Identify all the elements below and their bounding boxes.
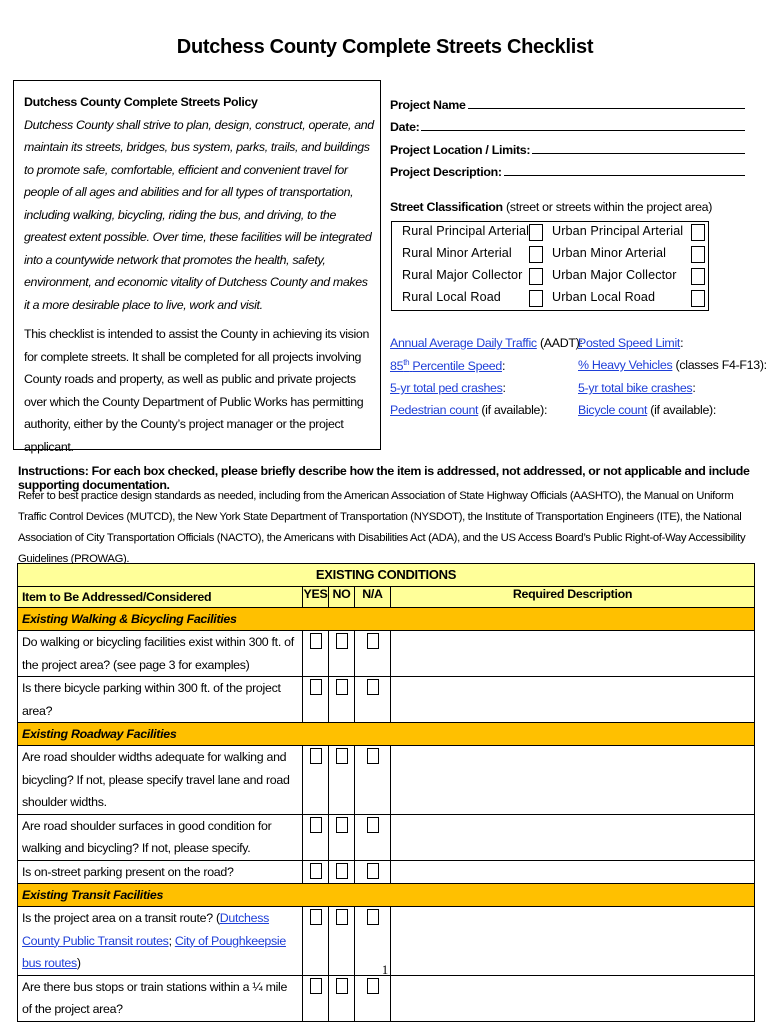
col-yes-header: YES — [303, 587, 329, 608]
na-checkbox[interactable] — [367, 748, 379, 764]
project-name-field[interactable] — [468, 108, 745, 109]
bike-crashes-suffix: : — [692, 381, 696, 395]
question-text: Are there bus stops or train stations within a ¼ mile of the project area? — [18, 975, 303, 1021]
description-field[interactable] — [504, 175, 745, 176]
col-desc-header: Required Description — [391, 587, 755, 608]
date-row[interactable] — [390, 112, 745, 135]
col-item-header: Item to Be Addressed/Considered — [18, 587, 303, 608]
yes-cell[interactable] — [303, 746, 329, 815]
urban-local-road-checkbox[interactable] — [691, 290, 705, 307]
ped-crashes-link[interactable]: 5-yr total ped crashes — [390, 381, 503, 395]
q6-text-b: ) — [76, 956, 81, 970]
yes-checkbox[interactable] — [310, 633, 322, 649]
table-row — [18, 677, 755, 723]
urban-minor-arterial-checkbox[interactable] — [691, 246, 705, 263]
col-na-header: N/A — [355, 587, 391, 608]
policy-text — [24, 91, 374, 458]
street-classification-label: Street Classification — [390, 200, 503, 214]
group-walking: Existing Walking & Bicycling Facilities — [18, 608, 755, 631]
heavy-vehicles-suffix: (classes F4-F13): — [675, 358, 767, 372]
rural-major-collector: Rural Major Collector — [402, 268, 523, 282]
dutchess-transit-routes-link[interactable]: Dutchess County Public Transit routes — [22, 911, 270, 948]
question-text: Do walking or bicycling facilities exist within 300 ft. of the project area? (see page 3 for examples) — [18, 631, 303, 677]
col-no-header: NO — [329, 587, 355, 608]
table-column-header — [18, 587, 755, 608]
no-checkbox[interactable] — [336, 863, 348, 879]
urban-principal-arterial-checkbox[interactable] — [691, 224, 705, 241]
urban-local-road: Urban Local Road — [552, 290, 656, 304]
q6-text-a: Is the project area on a transit route? ( — [22, 911, 220, 925]
description-cell[interactable] — [391, 975, 755, 1021]
speed85-link[interactable] — [390, 359, 502, 373]
posted-speed-link[interactable]: Posted Speed Limit — [578, 336, 681, 350]
na-checkbox[interactable] — [367, 978, 379, 994]
date-field[interactable] — [421, 130, 745, 131]
yes-checkbox[interactable] — [310, 748, 322, 764]
no-cell[interactable] — [329, 860, 355, 884]
description-label: Project Description: — [390, 165, 502, 179]
location-label: Project Location / Limits: — [390, 142, 531, 157]
group-roadway: Existing Roadway Facilities — [18, 723, 755, 746]
urban-major-collector-checkbox[interactable] — [691, 268, 705, 285]
table-row — [18, 975, 755, 1021]
policy-box — [13, 80, 381, 454]
table-row — [18, 814, 755, 860]
description-cell[interactable] — [391, 746, 755, 815]
rural-principal-arterial: Rural Principal Arterial — [402, 224, 529, 238]
na-checkbox[interactable] — [367, 679, 379, 695]
yes-checkbox[interactable] — [310, 679, 322, 695]
no-checkbox[interactable] — [336, 679, 348, 695]
description-cell[interactable] — [391, 677, 755, 723]
table-row — [18, 746, 755, 815]
street-classification-note: (street or streets within the project area) — [505, 200, 713, 214]
no-checkbox[interactable] — [336, 633, 348, 649]
section-title: EXISTING CONDITIONS — [18, 564, 755, 587]
posted-speed-suffix: : — [680, 336, 684, 350]
instructions-heading: Instructions: For each box checked, please briefly describe how the item is addressed, not addressed, or not applicable and include supporting documentation. — [18, 464, 750, 492]
no-cell[interactable] — [329, 814, 355, 860]
na-cell[interactable] — [355, 975, 391, 1021]
rural-local-road: Rural Local Road — [402, 290, 501, 304]
no-checkbox[interactable] — [336, 978, 348, 994]
group-transit: Existing Transit Facilities — [18, 884, 755, 907]
question-text: Is on-street parking present on the road? — [18, 860, 303, 884]
ped-crashes-row — [390, 381, 506, 395]
table-row — [18, 860, 755, 884]
bike-crashes-link[interactable]: 5-yr total bike crashes — [578, 381, 693, 395]
na-checkbox[interactable] — [367, 863, 379, 879]
yes-cell[interactable] — [303, 631, 329, 677]
yes-checkbox[interactable] — [310, 978, 322, 994]
aadt-row — [390, 336, 583, 350]
urban-major-collector: Urban Major Collector — [552, 268, 677, 282]
no-cell[interactable] — [329, 677, 355, 723]
yes-cell[interactable] — [303, 677, 329, 723]
page-number: 1 — [381, 963, 389, 977]
na-cell[interactable] — [355, 746, 391, 815]
ped-count-suffix: (if available): — [481, 403, 548, 417]
no-cell[interactable] — [329, 631, 355, 677]
yes-cell[interactable] — [303, 975, 329, 1021]
group-row — [18, 723, 755, 746]
ped-crashes-suffix: : — [502, 381, 506, 395]
bike-crashes-row — [578, 381, 695, 395]
rural-major-collector-checkbox[interactable] — [529, 268, 543, 285]
date-label: Date: — [390, 120, 420, 134]
na-checkbox[interactable] — [367, 633, 379, 649]
bike-count-row — [578, 403, 716, 417]
na-checkbox[interactable] — [367, 817, 379, 833]
group-row — [18, 884, 755, 907]
existing-conditions-table — [17, 563, 755, 1022]
na-cell[interactable] — [355, 814, 391, 860]
no-checkbox[interactable] — [336, 748, 348, 764]
heavy-vehicles-row — [578, 358, 767, 372]
urban-minor-arterial: Urban Minor Arterial — [552, 246, 666, 260]
group-row — [18, 608, 755, 631]
yes-cell[interactable] — [303, 814, 329, 860]
na-cell[interactable] — [355, 631, 391, 677]
bike-count-link[interactable]: Bicycle count — [578, 403, 648, 417]
question-text: Are road shoulder widths adequate for walking and bicycling? If not, please specify travel lane and road shoulder widths. — [18, 746, 303, 815]
yes-checkbox[interactable] — [310, 817, 322, 833]
bike-count-suffix: (if available): — [650, 403, 717, 417]
street-classification-heading — [390, 200, 712, 214]
yes-cell[interactable] — [303, 860, 329, 884]
no-checkbox[interactable] — [336, 817, 348, 833]
poughkeepsie-bus-routes-link[interactable]: City of Poughkeepsie bus routes — [22, 933, 286, 970]
instructions-text: Refer to best practice design standards as needed, including from the American Association of State Highway Officials (AASHTO), the Manual on Uniform Traffic Control Devices (MUTCD), the New York State Department of Transportation (NYSDOT), the Institute of Transportation Engineers (ITE), the National Association of City Transportation Officials (NACTO), the Americans with Disabilities Act (ADA), and the US Access Board’s Public Right-of-Way Accessibility Guidelines (PROWAG). — [18, 490, 746, 565]
policy-statement: Dutchess County shall strive to plan, design, construct, operate, and maintain its streets, bridges, bus system, parks, trails, and buildings to promote safe, comfortable, efficient and convenient travel for people of all ages and abilities and for all types of transportation, including walking, bicycling, riding the bus, and driving, to the greatest extent possible. Over time, these facilities will be integrated into a countywide network that promotes the health, safety, environment, and economic vitality of Dutchess County and makes it a more desirable place to live, work and visit. — [24, 117, 374, 312]
rural-local-road-checkbox[interactable] — [529, 290, 543, 307]
na-checkbox[interactable] — [367, 909, 379, 925]
na-cell[interactable] — [355, 860, 391, 884]
description-cell[interactable] — [391, 860, 755, 884]
policy-heading: Dutchess County Complete Streets Policy — [24, 95, 258, 109]
ped-count-row — [390, 403, 547, 417]
street-classification-grid — [391, 221, 709, 311]
no-cell[interactable] — [329, 975, 355, 1021]
question-text: Are road shoulder surfaces in good condition for walking and bicycling? If not, please specify. — [18, 814, 303, 860]
rural-minor-arterial: Rural Minor Arterial — [402, 246, 512, 260]
description-row[interactable] — [390, 157, 745, 180]
rural-minor-arterial-checkbox[interactable] — [529, 246, 543, 263]
description-cell[interactable] — [391, 631, 755, 677]
no-cell[interactable] — [329, 746, 355, 815]
policy-purpose: This checklist is intended to assist the County in achieving its vision for complete streets. It shall be completed for all projects involving County roads and property, as well as public and private projects over which the County Department of Public Works has permitting authority, either by the County’s project manager or the project applicant. — [24, 327, 369, 454]
speed85-text: Percentile Speed — [412, 359, 502, 374]
aadt-suffix: (AADT): — [539, 336, 583, 350]
urban-principal-arterial: Urban Principal Arterial — [552, 224, 684, 238]
speed85-sup: th — [403, 358, 410, 367]
posted-speed-row — [578, 336, 683, 350]
yes-checkbox[interactable] — [310, 909, 322, 925]
no-checkbox[interactable] — [336, 909, 348, 925]
location-field[interactable] — [532, 153, 745, 154]
na-cell[interactable] — [355, 677, 391, 723]
project-name-label: Project Name — [390, 97, 466, 112]
description-cell[interactable] — [391, 814, 755, 860]
yes-checkbox[interactable] — [310, 863, 322, 879]
ped-count-link[interactable]: Pedestrian count — [390, 403, 479, 417]
aadt-link[interactable]: Annual Average Daily Traffic — [390, 336, 537, 350]
project-info — [390, 89, 745, 179]
table-section-header — [18, 564, 755, 587]
speed85-suffix: : — [502, 359, 506, 374]
heavy-vehicles-link[interactable]: % Heavy Vehicles — [578, 358, 673, 372]
rural-principal-arterial-checkbox[interactable] — [529, 224, 543, 241]
location-row[interactable] — [390, 134, 745, 157]
page-title: Dutchess County Complete Streets Checklist — [176, 36, 594, 58]
question-text: Is there bicycle parking within 300 ft. of the project area? — [18, 677, 303, 723]
table-row — [18, 631, 755, 677]
speed85-number: 85 — [390, 359, 404, 374]
project-name-row[interactable] — [390, 89, 745, 112]
q6-separator: ; — [168, 933, 175, 948]
speed85-row — [390, 358, 505, 373]
